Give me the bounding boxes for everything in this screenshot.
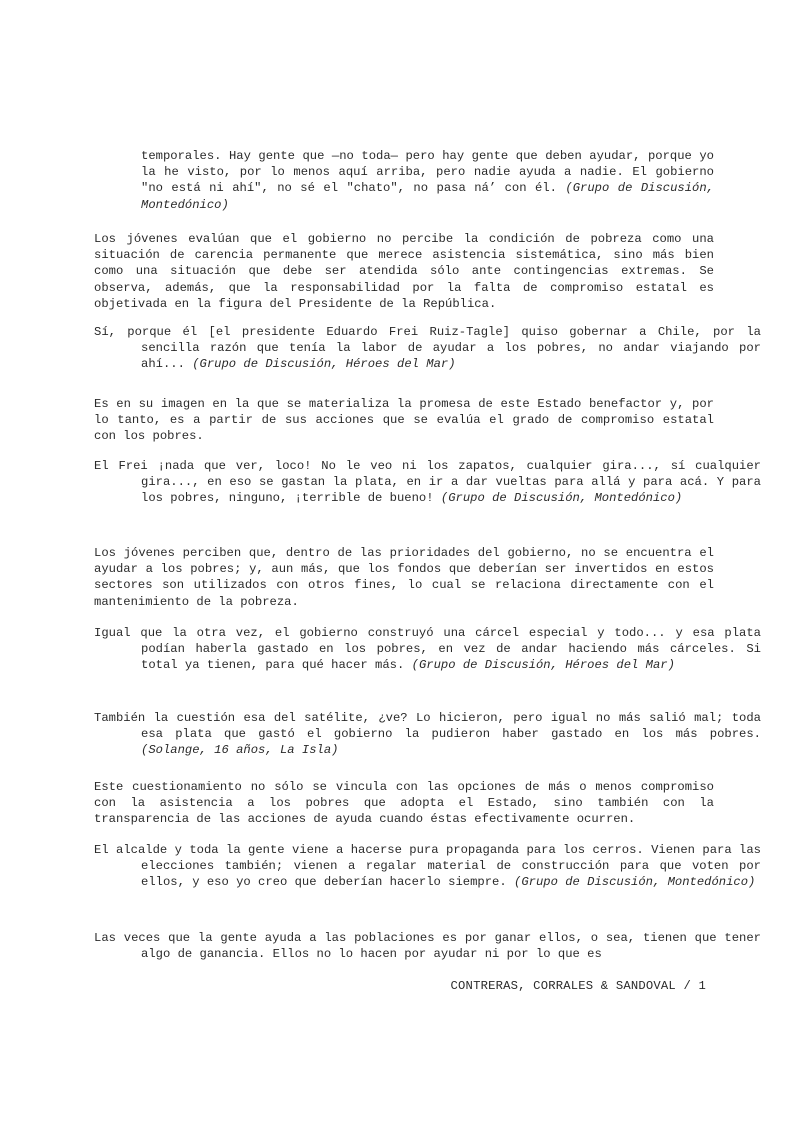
quote-text: También la cuestión esa del satélite, ¿ve? Lo hicieron, pero igual no más salió mal; toda esa plata que gastó el gobierno la pudieron haber gastado en los más pobres. xyxy=(94,711,761,742)
body-text: Los jóvenes evalúan que el gobierno no percibe la condición de pobreza como una situación de carencia permanente que merece asistencia sistemática, sino más bien como una situación que debe ser atendida sólo ante contingencias extremas. Se observa, además, que la responsabilidad por la falta de compromiso estatal es objetivada en la figura del Presidente de la República. xyxy=(94,232,714,311)
quote-source: (Grupo de Discusión, Montedónico) xyxy=(141,181,714,212)
running-footer: CONTRERAS, CORRALES & SANDOVAL / 1 xyxy=(450,979,706,993)
quote-source: (Grupo de Discusión, Héroes del Mar) xyxy=(411,658,675,673)
quote-paragraph xyxy=(94,710,761,759)
quote-paragraph xyxy=(94,458,761,507)
body-paragraph xyxy=(94,231,714,312)
quote-paragraph xyxy=(94,842,761,891)
body-paragraph xyxy=(94,779,714,828)
body-paragraph xyxy=(94,545,714,610)
body-text: Los jóvenes perciben que, dentro de las prioridades del gobierno, no se encuentra el ayudar a los pobres; y, aun más, que los fondos que deberían ser invertidos en estos sectores son utilizados con otros fines, lo cual se relaciona directamente con el mantenimiento de la pobreza. xyxy=(94,546,714,609)
quote-text: Sí, porque él [el presidente Eduardo Frei Ruiz-Tagle] quiso gobernar a Chile, por la sencilla razón que tenía la labor de ayudar a los pobres, no andar viajando por ahí... xyxy=(94,325,761,372)
quote-source: (Grupo de Discusión, Héroes del Mar) xyxy=(192,357,456,372)
quote-paragraph xyxy=(94,930,761,962)
body-text: Es en su imagen en la que se materializa la promesa de este Estado benefactor y, por lo tanto, es a partir de sus acciones que se evalúa el grado de compromiso estatal con los pobres. xyxy=(94,397,714,444)
quote-text: Las veces que la gente ayuda a las poblaciones es por ganar ellos, o sea, tienen que tener algo de ganancia. Ellos no lo hacen por ayudar ni por lo que es xyxy=(94,931,761,962)
quote-source: (Grupo de Discusión, Montedónico) xyxy=(440,491,683,506)
body-text: Este cuestionamiento no sólo se vincula con las opciones de más o menos compromiso con la asistencia a los pobres que adopta el Estado, sino también con la transparencia de las acciones de ayuda cuando éstas efectivamente ocurren. xyxy=(94,780,714,827)
quote-text: El Frei ¡nada que ver, loco! No le veo ni los zapatos, cualquier gira..., sí cualquier gira..., en eso se gastan la plata, en ir a dar vueltas para allá y para acá. Y para los pobres, ninguno, ¡terrible de bueno! xyxy=(94,459,761,506)
quote-source: (Solange, 16 años, La Isla) xyxy=(141,743,339,758)
quote-paragraph xyxy=(94,324,761,373)
quote-paragraph xyxy=(141,148,714,213)
quote-paragraph xyxy=(94,625,761,674)
quote-text: Igual que la otra vez, el gobierno construyó una cárcel especial y todo... y esa plata podían haberla gastado en los pobres, en vez de andar haciendo más cárceles. Si total ya tienen, para qué hacer más. xyxy=(94,626,761,673)
quote-text: temporales. Hay gente que —no toda— pero hay gente que deben ayudar, porque yo la he visto, por lo menos aquí arriba, pero nadie ayuda a nadie. El gobierno "no está ni ahí", no sé el "chato", no pasa ná’ con él. xyxy=(141,149,714,196)
body-paragraph xyxy=(94,396,714,445)
quote-text: El alcalde y toda la gente viene a hacerse pura propaganda para los cerros. Vienen para las elecciones también; vienen a regalar material de construcción para que voten por ellos, y eso yo creo que deberían hacerlo siempre. xyxy=(94,843,761,890)
quote-source: (Grupo de Discusión, Montedónico) xyxy=(514,875,756,890)
